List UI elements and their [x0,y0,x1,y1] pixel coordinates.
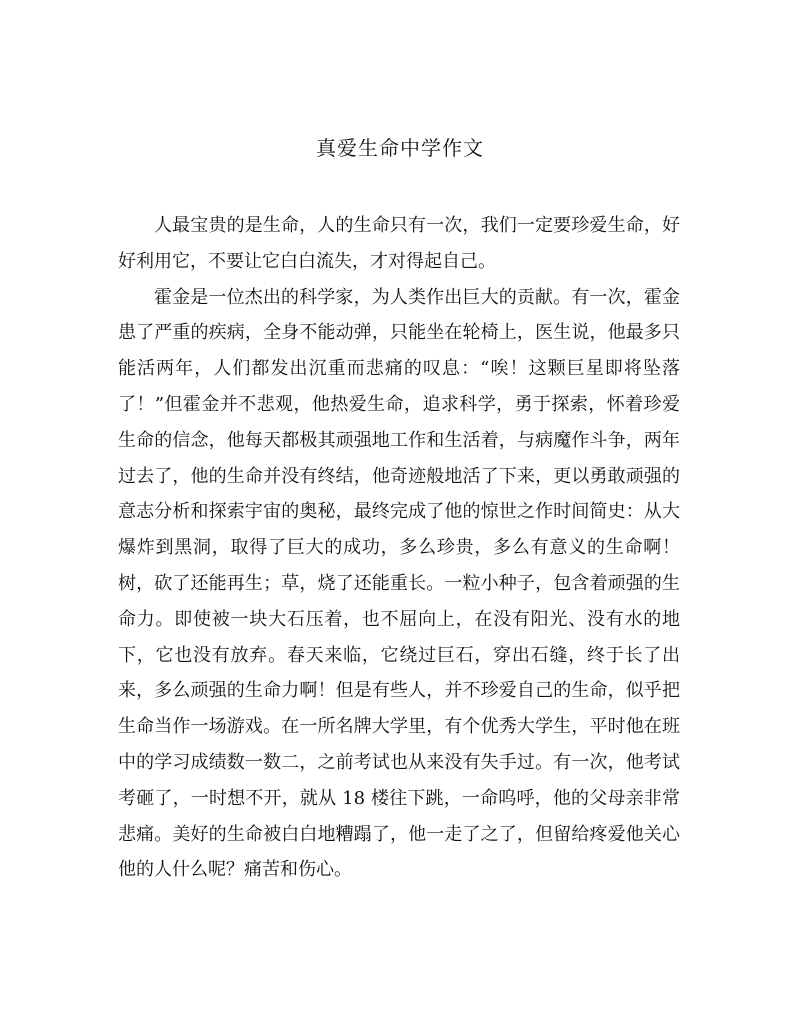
paragraph-intro: 人最宝贵的是生命，人的生命只有一次，我们一定要珍爱生命，好好利用它，不要让它白白流失，才对得起自己。 [118,215,680,272]
document-body [118,208,680,888]
document-title: 真爱生命中学作文 [316,136,484,160]
paragraph-main: 霍金是一位杰出的科学家，为人类作出巨大的贡献。有一次，霍金患了严重的疾病，全身不能动弹，只能坐在轮椅上，医生说，他最多只能活两年，人们都发出沉重而悲痛的叹息：“唉！这颗巨星即将坠落了！”但霍金并不悲观，他热爱生命，追求科学，勇于探索，怀着珍爱生命的信念，他每天都极其顽强地工作和生活着，与病魔作斗争，两年过去了，他的生命并没有终结，他奇迹般地活了下来，更以勇敢顽强的意志分析和探索宇宙的奥秘，最终完成了他的惊世之作时间简史：从大爆炸到黑洞，取得了巨大的成功，多么珍贵，多么有意义的生命啊！树，砍了还能再生；草，烧了还能重长。一粒小种子，包含着顽强的生命力。即使被一块大石压着，也不屈向上，在没有阳光、没有水的地下，它也没有放弃。春天来临，它绕过巨石，穿出石缝，终于长了出来，多么顽强的生命力啊！但是有些人，并不珍爱自己的生命，似乎把生命当作一场游戏。在一所名牌大学里，有个优秀大学生，平时他在班中的学习成绩数一数二，之前考试也从来没有失手过。有一次，他考试考砸了，一时想不开，就从 18 楼往下跳，一命呜呼，他的父母亲非常悲痛。美好的生命被白白地糟蹋了，他一走了之了，但留给疼爱他关心他的人什么呢？痛苦和伤心。 [118,286,680,881]
